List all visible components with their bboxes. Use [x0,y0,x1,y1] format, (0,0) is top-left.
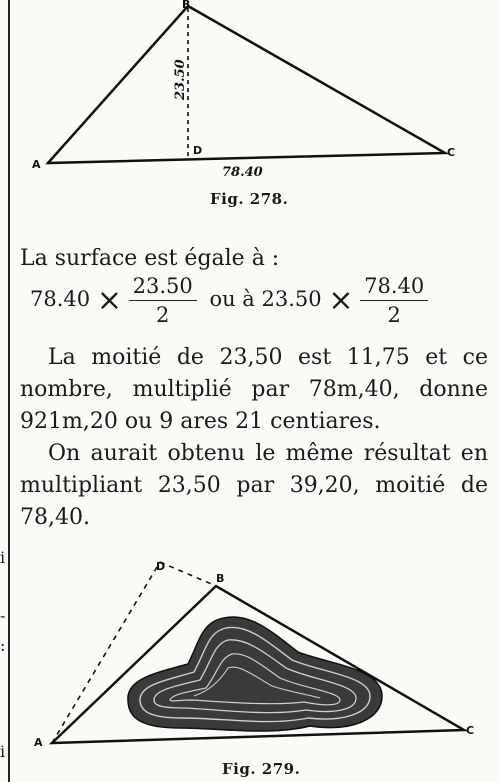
times-sign: × [96,283,122,318]
base-label: 78.40 [222,165,263,180]
margin-mark: i [0,548,6,567]
margin-mark: i [0,742,6,761]
formula-or: ou à 23.50 [209,287,322,311]
label-a: A [34,736,43,749]
label-c: C [466,724,475,737]
label-d: D [193,144,203,157]
area-formula [30,274,490,338]
figure-279 [10,560,490,750]
label-c: C [447,146,456,159]
paragraph-1: La moitié de 23,50 est 11,75 et ce nombre, multiplié par 78m,40, donne 921m,20 ou 9 ares 21 centiares. [20,345,488,434]
fraction-numerator: 23.50 [129,274,197,301]
margin-mark: - [0,606,6,625]
height-label: 23.50 [173,59,188,100]
fraction-numerator: 78.40 [360,274,428,301]
label-a: A [32,158,41,171]
line-db [160,562,216,586]
paragraph-2: On aurait obtenu le même résultat en multipliant 23,50 par 39,20, moitié de 78,40. [20,441,488,530]
figure-278 [10,0,490,180]
triangle-abc [48,6,445,163]
label-b: B [216,572,225,585]
fraction-denominator: 2 [156,303,170,327]
formula-factor: 78.40 [30,287,91,311]
figure-278-caption: Fig. 278. [210,190,289,208]
margin-mark: : [0,636,6,655]
fraction-height-half [129,274,197,327]
fraction-base-half [360,274,428,327]
label-b: B [182,0,191,11]
body-text [20,342,488,534]
fraction-denominator: 2 [387,303,401,327]
figure-279-caption: Fig. 279. [222,760,301,778]
times-sign: × [328,283,354,318]
label-d: D [156,560,166,573]
intro-text: La surface est égale à : [20,246,280,271]
